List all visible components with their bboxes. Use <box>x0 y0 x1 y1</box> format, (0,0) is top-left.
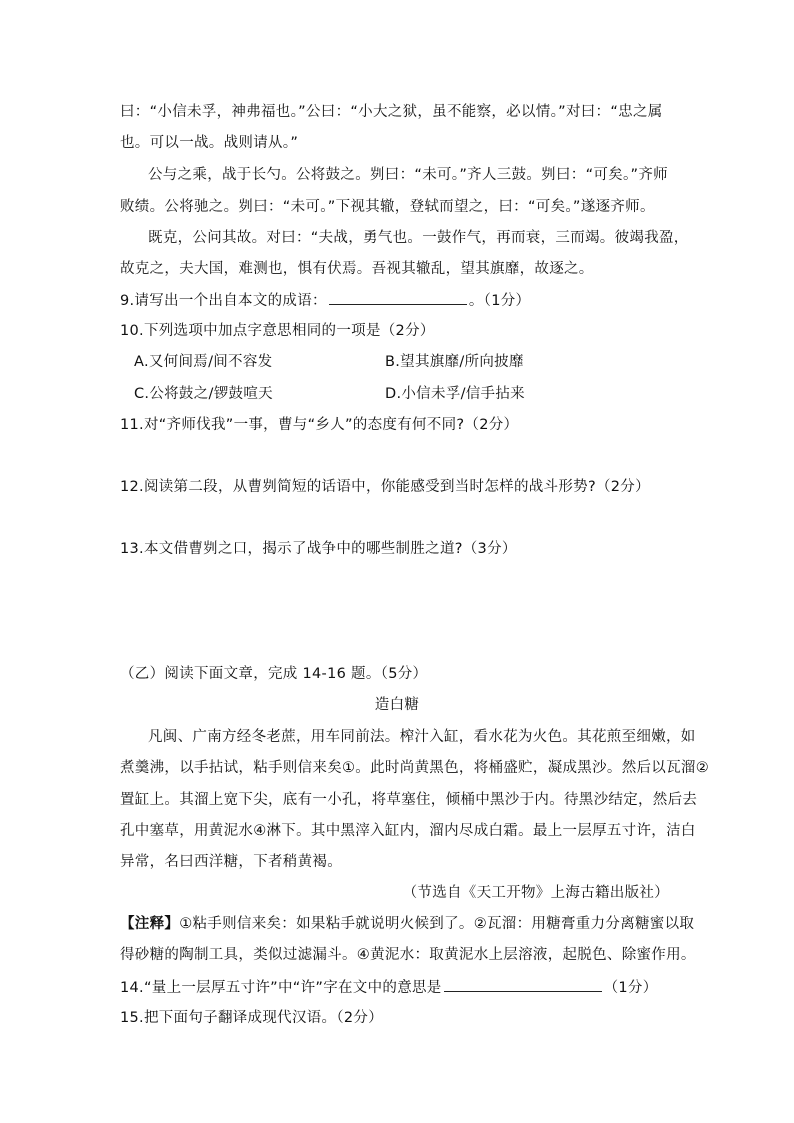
answer-blank[interactable] <box>444 977 602 992</box>
question-14 <box>120 977 658 998</box>
passage-a-line: 故克之，夫大国，难测也，惧有伏焉。吾视其辙乱，望其旗靡，故逐之。 <box>120 261 594 277</box>
answer-blank[interactable] <box>329 290 467 305</box>
passage-b-intro: （乙）阅读下面文章，完成 14-16 题。（5分） <box>120 666 428 682</box>
question-15: 15.把下面句子翻译成现代汉语。（2分） <box>120 1010 384 1026</box>
question-14-text: 14.“量上一层厚五寸许”中“许”字在文中的意思是 <box>120 980 442 996</box>
annotation-line-2: 得砂糖的陶制工具，类似过滤漏斗。④黄泥水：取黄泥水上层溶液，起脱色、除蜜作用。 <box>120 947 696 963</box>
passage-a-line: 公与之乘，战于长勺。公将鼓之。刿曰：“未可。”齐人三鼓。刿曰：“可矣。”齐师 <box>148 167 668 183</box>
option-b[interactable]: B.望其旗靡/所向披靡 <box>385 354 524 370</box>
annotation-text: ①粘手则信来矣：如果粘手就说明火候到了。②瓦溜：用糖膏重力分离糖蜜以取 <box>179 916 695 932</box>
passage-b-line: 凡闽、广南方经冬老蔗，用车同前法。榨汁入缸，看水花为火色。其花煎至细嫩，如 <box>148 729 696 745</box>
passage-b-line: 孔中塞草，用黄泥水④淋下。其中黑滓入缸内，溜内尽成白霜。最上一层厚五寸许，洁白 <box>120 823 696 839</box>
question-9-points: 。（1分） <box>468 293 531 309</box>
option-a[interactable]: A.又何间焉/间不容发 <box>134 354 273 370</box>
passage-a-line: 既克，公问其故。对曰：“夫战，勇气也。一鼓作气，再而衰，三而竭。彼竭我盈， <box>148 230 689 246</box>
passage-a-line: 败绩。公将驰之。刿曰：“未可。”下视其辙，登轼而望之，曰：“可矣。”遂逐齐师。 <box>120 199 655 215</box>
passage-a-line: 曰：“小信未孚，神弗福也。”公曰：“小大之狱，虽不能察，必以情。”对曰：“忠之属 <box>120 104 663 120</box>
question-13: 13.本文借曹刿之口，揭示了战争中的哪些制胜之道?（3分） <box>120 541 517 557</box>
question-9 <box>120 290 530 311</box>
passage-b-line: 置缸上。其溜上宽下尖，底有一小孔，将草塞住，倾桶中黑沙于内。待黑沙结定，然后去 <box>120 792 698 808</box>
option-c[interactable]: C.公将鼓之/锣鼓喧天 <box>134 386 273 402</box>
question-14-points: （1分） <box>603 980 658 996</box>
annotation-line <box>120 914 694 934</box>
passage-b-line: 煮羹沸，以手拈试，粘手则信来矣①。此时尚黄黑色，将桶盛贮，凝成黑沙。然后以瓦溜② <box>120 760 709 776</box>
question-11: 11.对“齐师伐我”一事，曹与“乡人”的态度有何不同?（2分） <box>120 417 519 433</box>
question-9-text: 9.请写出一个出自本文的成语： <box>120 293 327 309</box>
source-citation: （节选自《天工开物》上海古籍出版社） <box>402 885 669 901</box>
passage-b-line: 异常，名曰西洋糖，下者稍黄褐。 <box>120 854 342 870</box>
question-10: 10.下列选项中加点字意思相同的一项是（2分） <box>120 323 435 339</box>
passage-a-line: 也。可以一战。战则请从。” <box>120 135 299 151</box>
option-d[interactable]: D.小信未孚/信手拈来 <box>385 386 525 402</box>
question-12: 12.阅读第二段，从曹刿简短的话语中，你能感受到当时怎样的战斗形势?（2分） <box>120 479 650 495</box>
annotation-label: 【注释】 <box>120 916 180 932</box>
passage-b-title: 造白糖 <box>374 697 420 713</box>
